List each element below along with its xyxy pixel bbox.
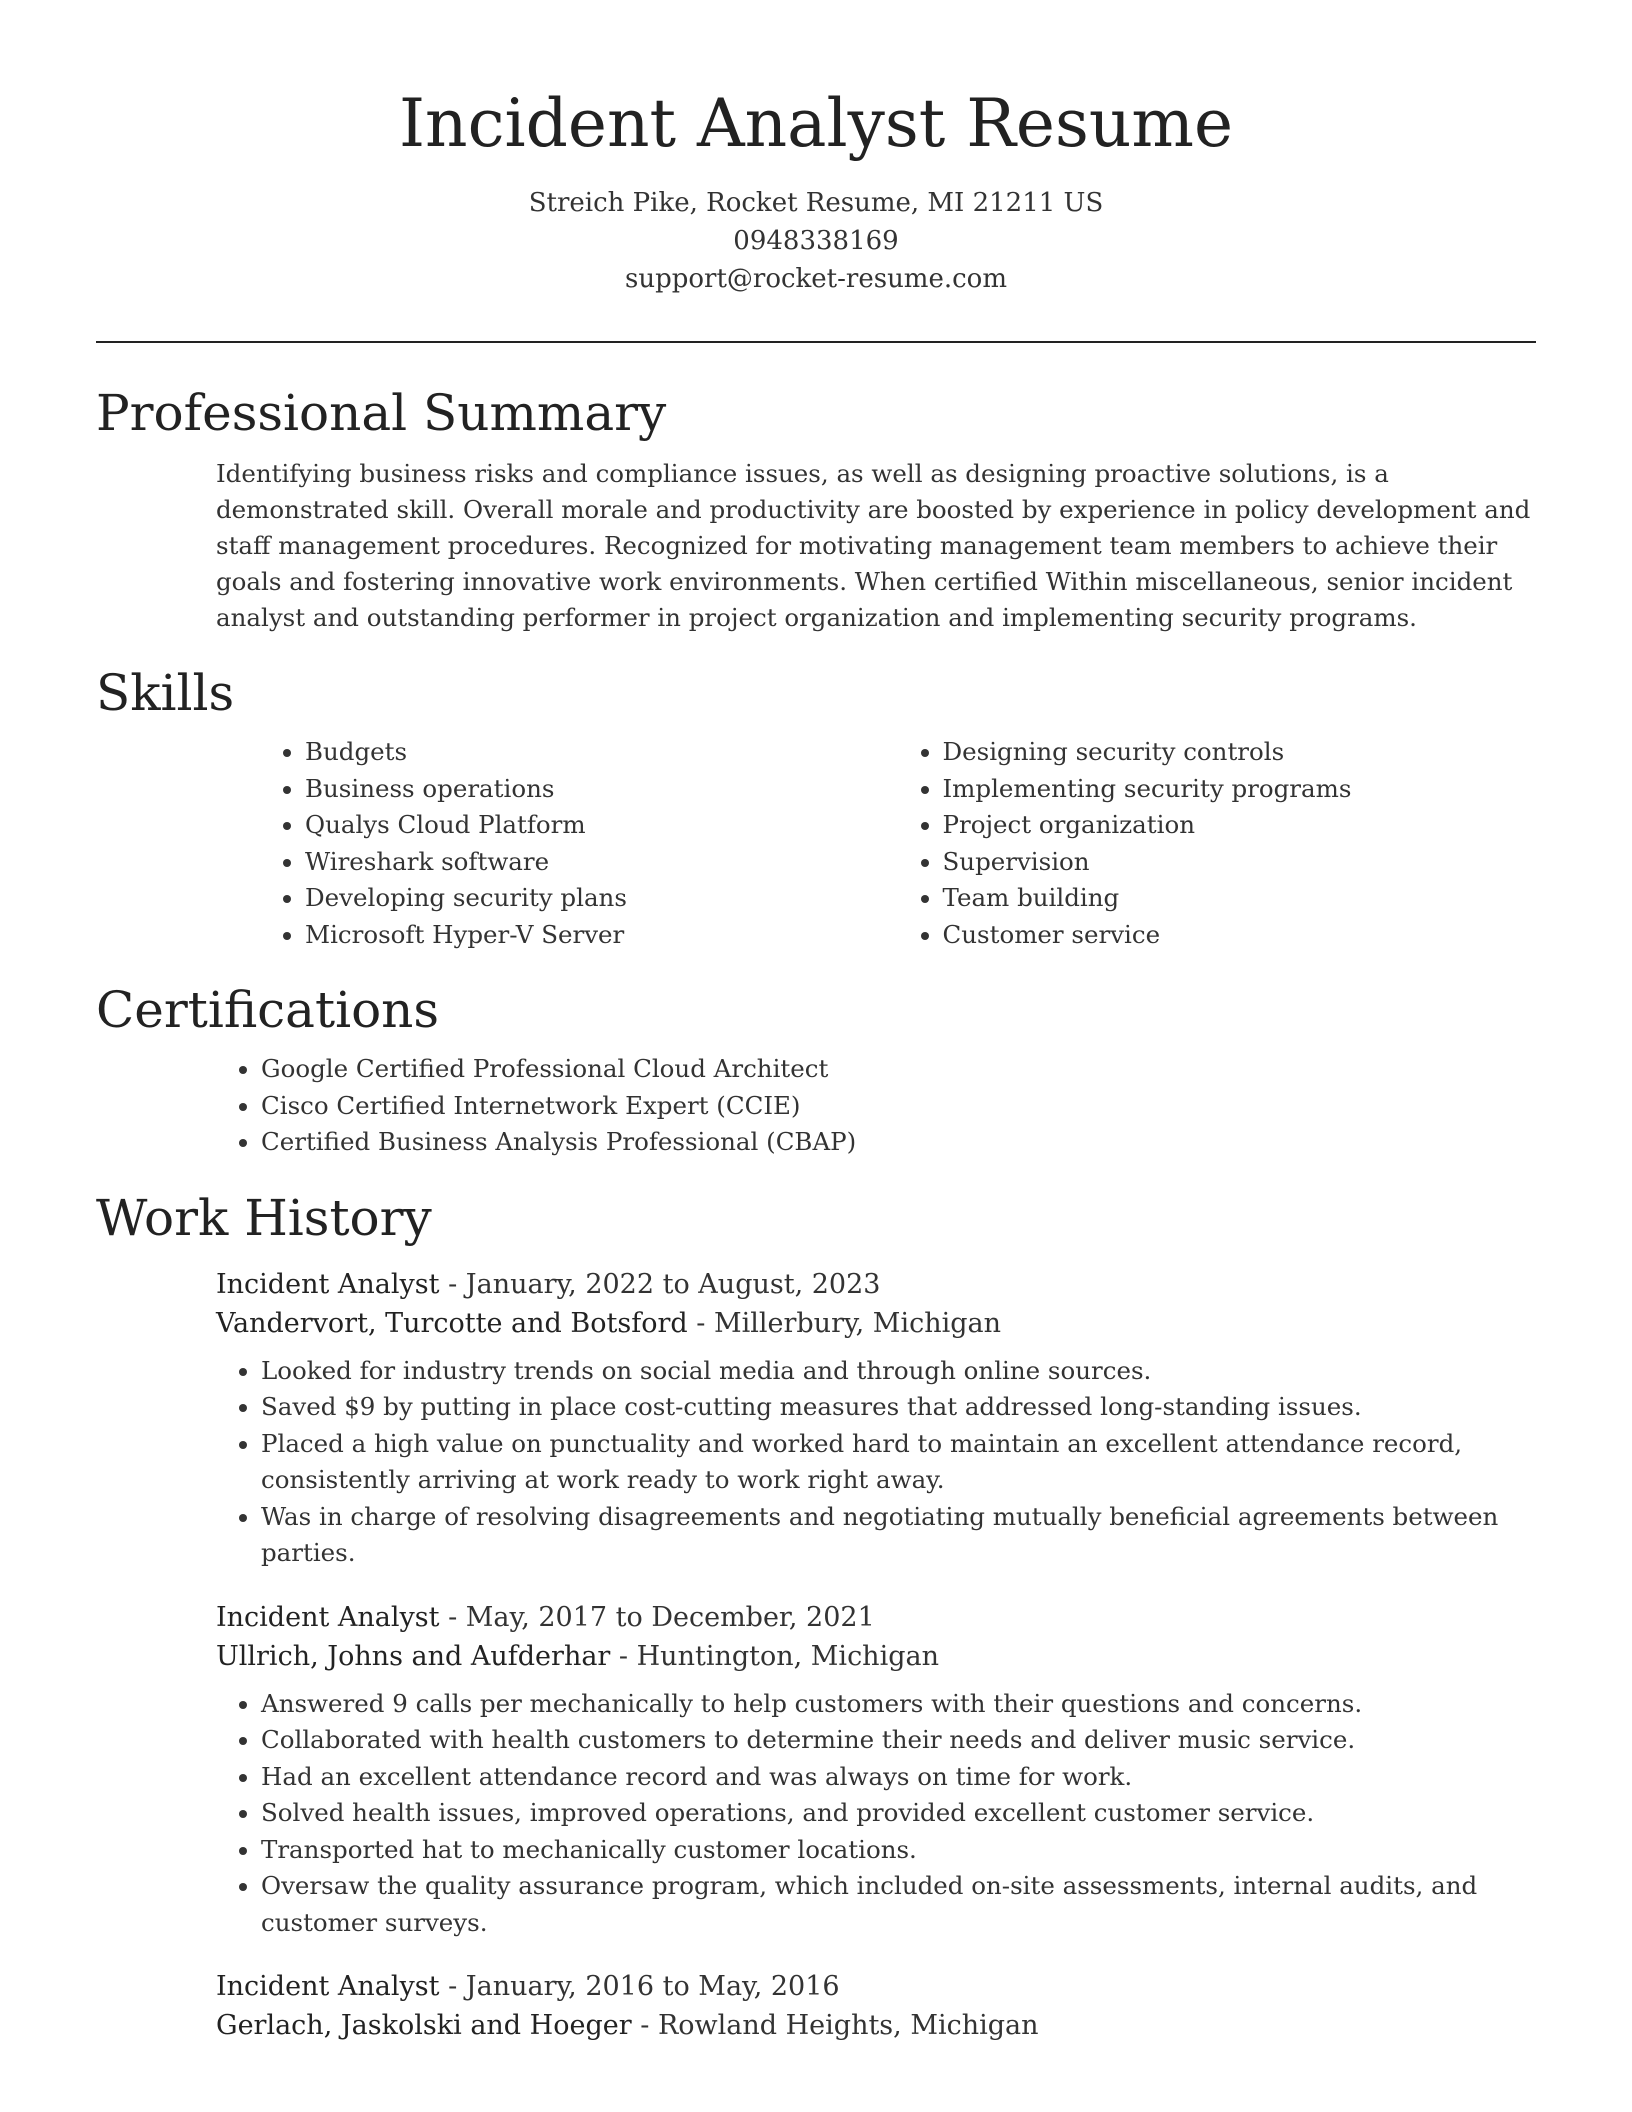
contact-email: support@rocket-resume.com	[624, 264, 1007, 294]
resume-title: Incident Analyst Resume	[398, 85, 1234, 162]
job-separator: -	[439, 1971, 466, 2002]
job-entry	[216, 1967, 1536, 2045]
job-bullet: • Had an excellent attendance record and was always on time for work.	[261, 1759, 1536, 1796]
job-location: Millerbury, Michigan	[713, 1307, 1001, 1339]
job-bullet: • Solved health issues, improved operations, and provided excellent customer service.	[261, 1795, 1536, 1832]
job-company: Gerlach, Jaskolski and Hoeger	[216, 2010, 632, 2041]
skills-columns	[96, 734, 1536, 953]
certifications-list	[96, 1051, 1536, 1161]
job-company: Vandervort, Turcotte and Botsford	[216, 1307, 688, 1339]
job-bullet: • Answered 9 calls per mechanically to help customers with their questions and concerns.	[261, 1686, 1536, 1723]
job-bullet: • Collaborated with health customers to determine their needs and deliver music service.	[261, 1722, 1536, 1759]
job-separator: -	[687, 1307, 714, 1339]
job-bullet: • Transported hat to mechanically customer locations.	[261, 1832, 1536, 1869]
summary-text: Identifying business risks and compliance issues, as well as designing proactive solutions, is a demonstrated skill. Overall morale and productivity are boosted by experience in policy development and staff management procedures. Recognized for motivating management team members to achieve their goals and fostering innovative work environments. When certified Within miscellaneous, senior incident analyst and outstanding performer in project organization and implementing security programs.	[216, 459, 1531, 632]
job-separator: -	[610, 1640, 637, 1672]
work-history-section	[96, 1183, 1536, 2046]
certification-item: • Cisco Certified Internetwork Expert (CCIE)	[261, 1088, 1536, 1125]
skill-item: • Project organization	[943, 807, 1537, 844]
job-title-line	[216, 1265, 1536, 1304]
header-divider	[96, 341, 1536, 343]
job-title: Incident Analyst	[216, 1268, 440, 1300]
section-heading-skills: Skills	[96, 664, 235, 722]
contact-phone: 0948338169	[733, 226, 899, 256]
skill-item: • Budgets	[305, 734, 899, 771]
skill-item: • Customer service	[943, 917, 1537, 954]
contact-address: Streich Pike, Rocket Resume, MI 21211 US	[528, 188, 1104, 218]
job-bullet: • Placed a high value on punctuality and worked hard to maintain an excellent attendance record, consistently arriving at work ready to work right away.	[261, 1426, 1536, 1499]
certification-item: • Certified Business Analysis Professional (CBAP)	[261, 1124, 1536, 1161]
job-dates: May, 2017 to December, 2021	[465, 1601, 875, 1633]
skill-item: • Supervision	[943, 844, 1537, 881]
skill-item: • Wireshark software	[305, 844, 899, 881]
job-separator: -	[439, 1601, 466, 1633]
job-title-line	[216, 1598, 1536, 1637]
job-title-line	[216, 1967, 1536, 2006]
job-separator: -	[631, 2010, 658, 2041]
skill-item: • Team building	[943, 880, 1537, 917]
job-entry	[216, 1598, 1536, 1942]
skill-item: • Developing security plans	[305, 880, 899, 917]
summary-section	[96, 378, 1536, 636]
resume-header	[0, 78, 1632, 298]
resume-content	[96, 378, 1536, 2045]
section-heading-summary: Professional Summary	[96, 384, 667, 442]
jobs-list	[96, 1265, 1536, 2046]
job-bullets	[216, 1353, 1536, 1572]
section-heading-certifications: Certifications	[96, 981, 440, 1039]
job-company: Ullrich, Johns and Aufderhar	[216, 1640, 611, 1672]
skills-list-right	[899, 734, 1537, 953]
job-separator: -	[439, 1268, 466, 1300]
job-bullet: • Oversaw the quality assurance program, which included on-site assessments, internal audits, and customer surveys.	[261, 1868, 1536, 1941]
job-bullet: • Looked for industry trends on social media and through online sources.	[261, 1353, 1536, 1390]
job-bullets	[216, 1686, 1536, 1942]
job-dates: January, 2016 to May, 2016	[465, 1971, 840, 2002]
job-company-line	[216, 1304, 1536, 1343]
section-heading-work-history: Work History	[96, 1188, 432, 1247]
certifications-section	[96, 975, 1536, 1161]
skills-list-left	[96, 734, 899, 953]
skill-item: • Implementing security programs	[943, 771, 1537, 808]
job-entry	[216, 1265, 1536, 1572]
skill-item: • Business operations	[305, 771, 899, 808]
job-bullet: • Saved $9 by putting in place cost-cutting measures that addressed long-standing issues.	[261, 1389, 1536, 1426]
job-bullet: • Was in charge of resolving disagreements and negotiating mutually beneficial agreements between parties.	[261, 1499, 1536, 1572]
job-location: Rowland Heights, Michigan	[657, 2010, 1039, 2041]
skill-item: • Qualys Cloud Platform	[305, 807, 899, 844]
job-title: Incident Analyst	[216, 1971, 440, 2002]
certification-item: • Google Certified Professional Cloud Architect	[261, 1051, 1536, 1088]
skills-section	[96, 658, 1536, 953]
job-company-line	[216, 1637, 1536, 1676]
job-dates: January, 2022 to August, 2023	[465, 1268, 881, 1300]
skill-item: • Designing security controls	[943, 734, 1537, 771]
job-location: Huntington, Michigan	[636, 1640, 939, 1672]
skill-item: • Microsoft Hyper-V Server	[305, 917, 899, 954]
job-title: Incident Analyst	[216, 1601, 440, 1633]
job-company-line	[216, 2006, 1536, 2045]
contact-block	[0, 184, 1632, 298]
